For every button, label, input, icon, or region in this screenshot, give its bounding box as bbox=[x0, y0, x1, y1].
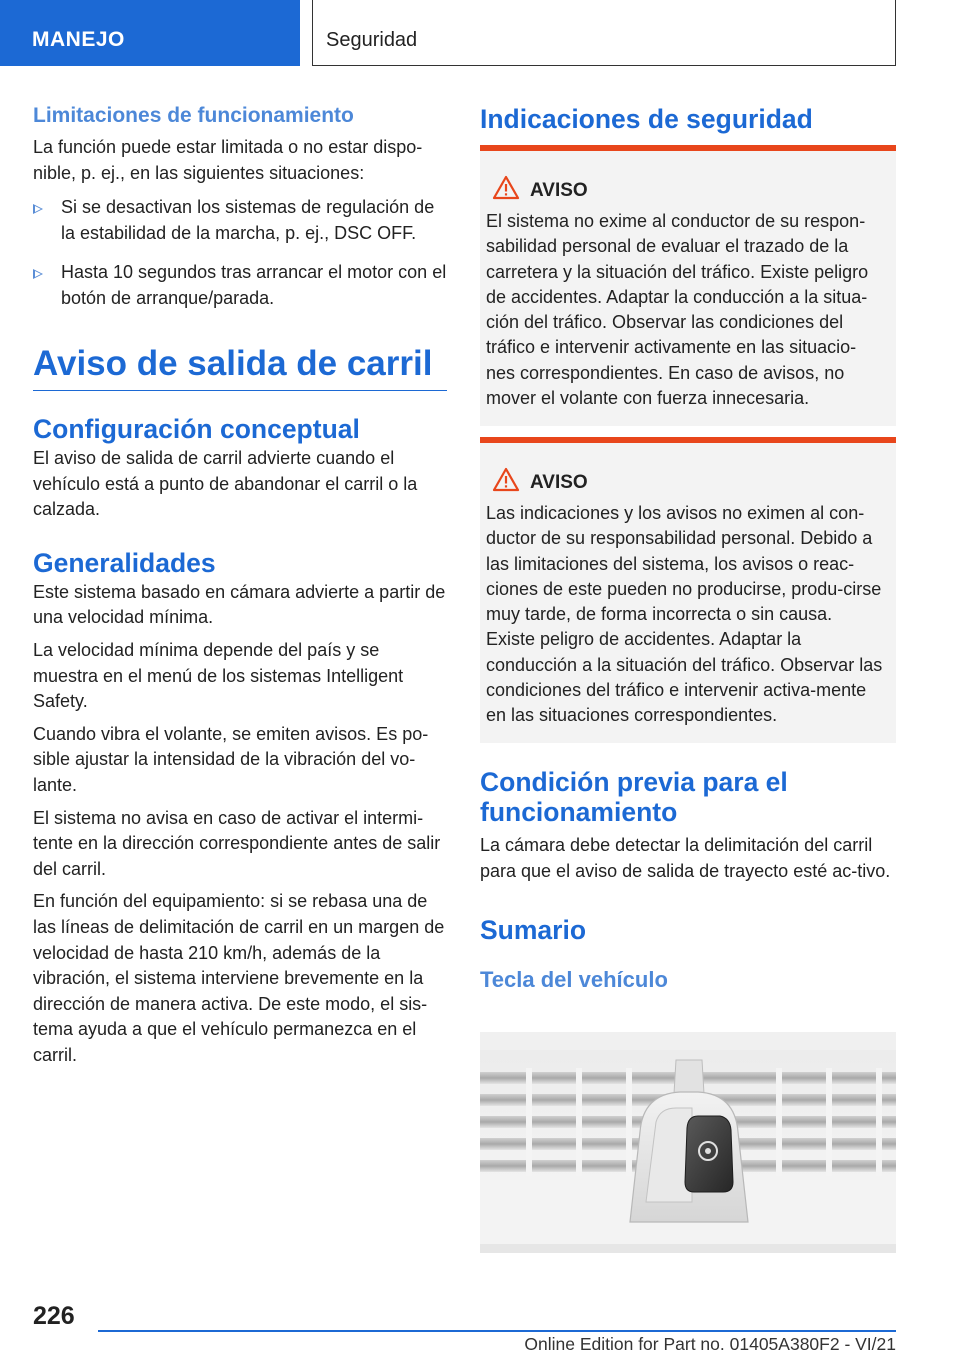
limits-heading: Limitaciones de funcionamiento bbox=[33, 104, 354, 127]
bullet-triangle-icon bbox=[33, 204, 43, 214]
list-item bbox=[33, 260, 447, 311]
list-item bbox=[33, 195, 447, 246]
list-item-text: Si se desactivan los sistemas de regulación de la estabilidad de la marcha, p. ej., DSC OFF. bbox=[61, 197, 435, 243]
bullet-triangle-icon bbox=[33, 269, 43, 279]
warning-label: AVISO bbox=[530, 472, 588, 493]
warning-text: Las indicaciones y los avisos no eximen al con-ductor de su responsabilidad personal. Debido a las limitaciones del sistema, los avisos o reac-ciones de este pueden no producirse, produ-cirse muy tarde, de forma incorrecta o sin causa. Existe peligro de accidentes. Adaptar la conducción a la situación del tráfico. Observar las condiciones del tráfico e intervenir activa-mente en las situaciones correspondientes. bbox=[486, 503, 883, 726]
warning-text: El sistema no exime al conductor de su respon-sabilidad personal de evaluar el trazado de la carretera y la situación del tráfico. Existe peligro de accidentes. Adaptar la conducción a la situa-ción del tráfico. Observar las condiciones del tráfico e intervenir activamente en las situacio-nes correspondientes. En caso de avisos, no mover el volante con fuerza innecesaria. bbox=[486, 211, 869, 409]
general-paragraph: En función del equipamiento: si se rebasa una de las líneas de delimitación de carril en un margen de velocidad de hasta 210 km/h, además de la vibración, el sistema interviene brevemente en la dirección de manera activa. De este modo, el sis-tema ayuda a que el vehículo permanezca en el carril. bbox=[33, 891, 445, 1065]
general-paragraph: La velocidad mínima depende del país y se muestra en el menú de los sistemas Intelligent Safety. bbox=[33, 640, 404, 712]
general-paragraph: El sistema no avisa en caso de activar el intermi-tente en la dirección correspondiente antes de salir del carril. bbox=[33, 807, 441, 879]
warning-triangle-icon bbox=[492, 175, 520, 200]
concept-heading: Configuración conceptual bbox=[33, 414, 360, 445]
title-underline bbox=[33, 390, 447, 392]
right-column-lower bbox=[480, 767, 896, 994]
section-header bbox=[312, 0, 896, 66]
chapter-tab[interactable] bbox=[0, 0, 300, 66]
summary-heading: Sumario bbox=[480, 915, 587, 946]
key-heading: Tecla del vehículo bbox=[480, 967, 668, 993]
list-item-text: Hasta 10 segundos tras arrancar el motor con el botón de arranque/parada. bbox=[61, 262, 447, 308]
precondition-heading: Condición previa para el funcionamiento bbox=[480, 767, 788, 827]
warning-header bbox=[486, 467, 884, 501]
page-number: 226 bbox=[33, 1302, 75, 1330]
left-column bbox=[33, 100, 447, 1069]
general-paragraph: Este sistema basado en cámara advierte a partir de una velocidad mínima. bbox=[33, 581, 446, 628]
edition-footer: Online Edition for Part no. 01405A380F2 - VI/21 bbox=[524, 1334, 896, 1354]
concept-text: El aviso de salida de carril advierte cuando el vehículo está a punto de abandonar el carril o la calzada. bbox=[33, 448, 418, 520]
limits-intro: La función puede estar limitada o no estar dispo-nible, p. ej., en las siguientes situaciones: bbox=[33, 137, 423, 183]
warning-label: AVISO bbox=[530, 180, 588, 201]
warning-box bbox=[480, 145, 896, 426]
warning-box bbox=[480, 437, 896, 743]
general-heading: Generalidades bbox=[33, 547, 216, 578]
warning-triangle-icon bbox=[492, 467, 520, 492]
footer-rule bbox=[98, 1330, 896, 1332]
warning-header bbox=[486, 175, 884, 209]
safety-heading: Indicaciones de seguridad bbox=[480, 104, 813, 134]
vehicle-key-illustration bbox=[480, 1032, 896, 1253]
precondition-text: La cámara debe detectar la delimitación del carril para que el aviso de salida de trayecto esté ac-tivo. bbox=[480, 835, 891, 881]
section-label: Seguridad bbox=[326, 29, 418, 51]
page-title: Aviso de salida de carril bbox=[33, 343, 433, 383]
general-paragraph: Cuando vibra el volante, se emiten avisos. Es po-sible ajustar la intensidad de la vibración del vo-lante. bbox=[33, 723, 429, 795]
chapter-label: MANEJO bbox=[32, 28, 125, 51]
